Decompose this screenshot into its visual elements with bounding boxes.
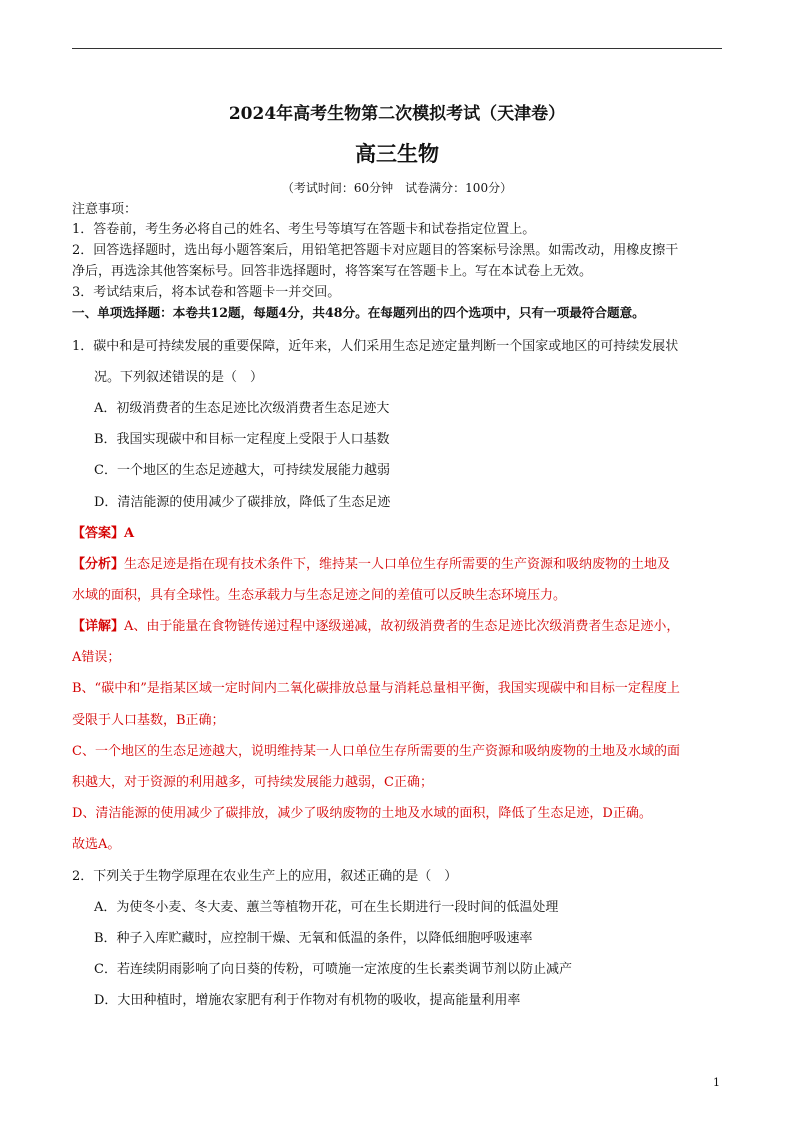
question-stem: 2．下列关于生物学原理在农业生产上的应用，叙述正确的是（ ） [72, 869, 458, 884]
notice-item: 净后，再选涂其他答案标号。回答非选择题时，将答案写在答题卡上。写在本试卷上无效。 [72, 264, 593, 279]
option-b: B．种子入库贮藏时，应控制干燥、无氧和低温的条件，以降低细胞呼吸速率 [94, 931, 533, 946]
header-rule [72, 48, 722, 49]
detail-text: 故选A。 [72, 837, 121, 852]
notice-item: 1．答卷前，考生务必将自己的姓名、考生号等填写在答题卡和试卷指定位置上。 [72, 222, 536, 237]
detail-text: C、一个地区的生态足迹越大，说明维持某一人口单位生存所需要的生产资源和吸纳废物的土地及水域的面 [72, 744, 680, 759]
question-stem: 1．碳中和是可持续发展的重要保障，近年来，人们采用生态足迹定量判断一个国家或地区的可持续发展状 [72, 339, 679, 354]
analysis-text: 生态足迹是指在现有技术条件下，维持某一人口单位生存所需要的生产资源和吸纳废物的土地及 [124, 557, 671, 572]
detail-text: A错误； [72, 650, 121, 665]
detail-text: 积越大，对于资源的利用越多，可持续发展能力越弱，C正确； [72, 775, 433, 790]
option-d: D．清洁能源的使用减少了碳排放，降低了生态足迹 [94, 495, 391, 510]
analysis-line [72, 557, 670, 573]
option-a: A．初级消费者的生态足迹比次级消费者生态足迹大 [94, 401, 390, 416]
detail-line [72, 619, 679, 635]
detail-text: B、“碳中和”是指某区域一定时间内二氧化碳排放总量与消耗总量相平衡，我国实现碳中和目标一定程度上 [72, 681, 680, 696]
exam-title: 2024年高考生物第二次模拟考试（天津卷） [228, 104, 566, 124]
analysis-tag: 【分析】 [72, 557, 125, 572]
detail-text: 受限于人口基数，B正确； [72, 713, 225, 728]
exam-info: （考试时间：60分钟 试卷满分：100分） [281, 181, 513, 195]
option-b: B．我国实现碳中和目标一定程度上受限于人口基数 [94, 432, 390, 447]
page-number: 1 [713, 1076, 720, 1089]
option-a: A．为使冬小麦、冬大麦、蕙兰等植物开花，可在生长期进行一段时间的低温处理 [94, 900, 559, 915]
detail-tag: 【详解】 [72, 619, 125, 634]
notice-item: 3．考试结束后，将本试卷和答题卡一并交回。 [72, 285, 341, 300]
detail-text: D、清洁能源的使用减少了碳排放，减少了吸纳废物的土地及水域的面积，降低了生态足迹，D正确。 [72, 806, 652, 821]
answer-value: A [124, 526, 135, 541]
option-c: C．若连续阴雨影响了向日葵的传粉，可喷施一定浓度的生长素类调节剂以防止减产 [94, 962, 572, 977]
section-heading: 一、单项选择题：本卷共12题，每题4分，共48分。在每题列出的四个选项中，只有一项最符合题意。 [72, 305, 645, 320]
notice-item: 2．回答选择题时，选出每小题答案后，用铅笔把答题卡对应题目的答案标号涂黑。如需改动，用橡皮擦干 [72, 243, 679, 258]
option-d: D．大田种植时，增施农家肥有利于作物对有机物的吸收，提高能量利用率 [94, 993, 521, 1008]
analysis-text: 水域的面积，具有全球性。生态承载力与生态足迹之间的差值可以反映生态环境压力。 [72, 588, 567, 603]
option-c: C．一个地区的生态足迹越大，可持续发展能力越弱 [94, 463, 390, 478]
answer-tag: 【答案】 [72, 526, 125, 541]
answer-line [72, 526, 134, 542]
exam-subtitle: 高三生物 [355, 141, 439, 166]
notice-heading: 注意事项： [72, 202, 138, 217]
detail-text: A、由于能量在食物链传递过程中逐级递减，故初级消费者的生态足迹比次级消费者生态足迹小， [124, 619, 680, 634]
question-stem: 况。下列叙述错误的是（ ） [94, 370, 264, 385]
